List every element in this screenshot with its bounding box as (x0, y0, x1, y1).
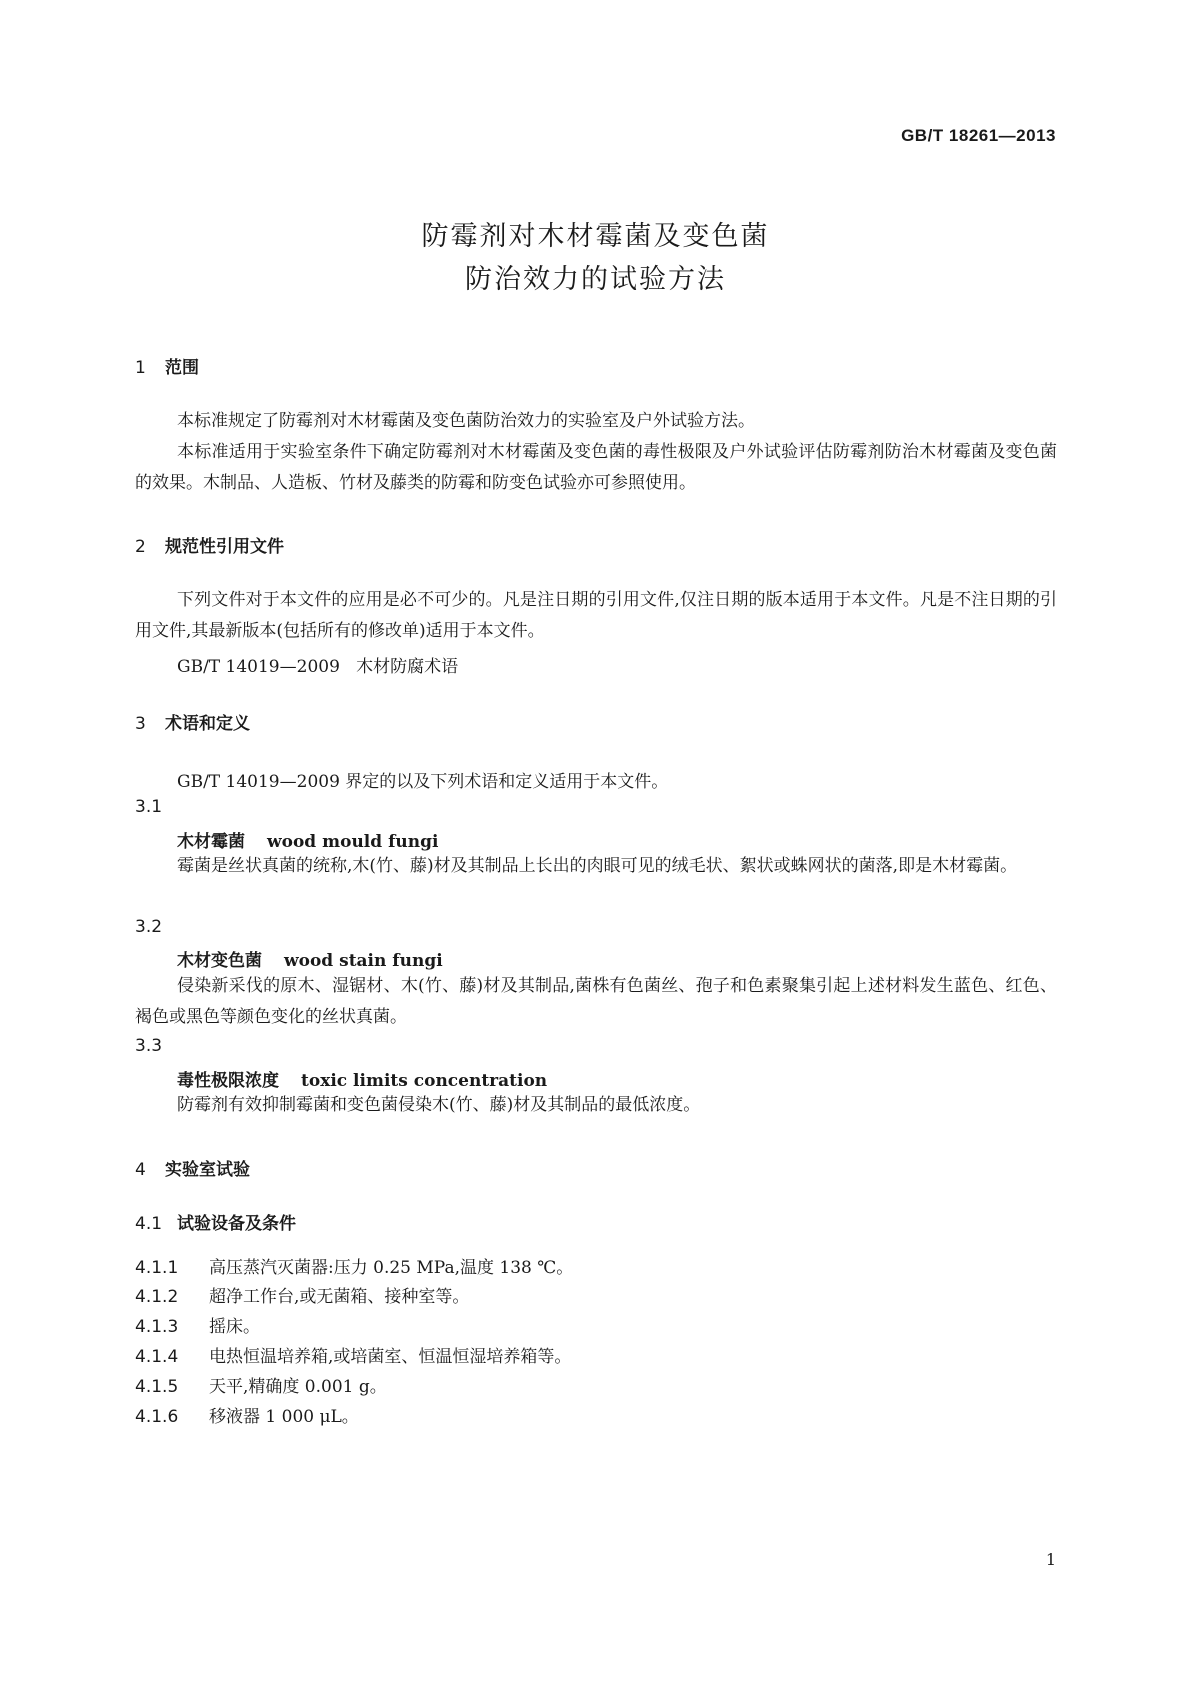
section-title: 术语和定义 (165, 714, 250, 734)
term-name (177, 946, 443, 971)
list-item (135, 1282, 469, 1307)
subsection-title: 试验设备及条件 (177, 1214, 296, 1234)
item-text: 高压蒸汽灭菌器:压力 0.25 MPa,温度 138 ℃。 (209, 1258, 574, 1278)
list-item (135, 1312, 260, 1337)
term-name-zh: 毒性极限浓度 (177, 1071, 279, 1091)
list-item (135, 1402, 359, 1427)
item-number: 4.1.3 (135, 1317, 179, 1337)
page-number: 1 (1045, 1550, 1056, 1569)
item-number: 4.1.1 (135, 1258, 179, 1278)
term-name (177, 827, 438, 852)
term-name-zh: 木材霉菌 (177, 832, 245, 852)
term-definition: 侵染新采伐的原木、湿锯材、木(竹、藤)材及其制品,菌株有色菌丝、孢子和色素聚集引起上述材料发生蓝色、红色、褐色或黑色等颜色变化的丝状真菌。 (135, 976, 1057, 1027)
list-item (135, 1372, 387, 1397)
subsection-4-1-heading (135, 1209, 296, 1234)
term-number: 3.1 (135, 797, 163, 817)
term-name-en: toxic limits concentration (301, 1071, 548, 1091)
document-title-line-1: 防霉剂对木材霉菌及变色菌 (421, 221, 770, 252)
normative-reference: GB/T 14019—2009 木材防腐术语 (177, 657, 459, 677)
term-definition: 防霉剂有效抑制霉菌和变色菌侵染木(竹、藤)材及其制品的最低浓度。 (177, 1095, 701, 1115)
section-title: 实验室试验 (165, 1160, 250, 1180)
standard-number: GB/T 18261—2013 (901, 126, 1056, 145)
section-number: 3 (135, 714, 146, 734)
section-3-intro: GB/T 14019—2009 界定的以及下列术语和定义适用于本文件。 (177, 772, 669, 792)
item-text: 摇床。 (209, 1317, 260, 1337)
item-number: 4.1.6 (135, 1407, 179, 1427)
term-number: 3.2 (135, 917, 163, 937)
item-text: 天平,精确度 0.001 g。 (209, 1377, 387, 1397)
section-1-paragraph-1: 本标准规定了防霉剂对木材霉菌及变色菌防治效力的实验室及户外试验方法。 (177, 411, 755, 431)
section-4-heading (135, 1155, 250, 1180)
section-1-paragraph-2: 本标准适用于实验室条件下确定防霉剂对木材霉菌及变色菌的毒性极限及户外试验评估防霉剂防治木材霉菌及变色菌的效果。木制品、人造板、竹材及藤类的防霉和防变色试验亦可参照使用。 (135, 442, 1057, 493)
term-name-zh: 木材变色菌 (177, 951, 262, 971)
item-text: 移液器 1 000 μL。 (209, 1407, 359, 1427)
item-number: 4.1.2 (135, 1287, 179, 1307)
subsection-number: 4.1 (135, 1214, 163, 1234)
section-number: 2 (135, 537, 146, 557)
term-name (177, 1066, 547, 1091)
section-2-heading (135, 532, 284, 557)
item-number: 4.1.4 (135, 1347, 179, 1367)
section-title: 规范性引用文件 (165, 537, 284, 557)
document-title-line-2: 防治效力的试验方法 (465, 264, 726, 295)
section-number: 4 (135, 1160, 146, 1180)
section-3-heading (135, 709, 250, 734)
term-name-en: wood stain fungi (284, 951, 443, 971)
section-2-paragraph-1: 下列文件对于本文件的应用是必不可少的。凡是注日期的引用文件,仅注日期的版本适用于本文件。凡是不注日期的引用文件,其最新版本(包括所有的修改单)适用于本文件。 (135, 590, 1057, 641)
list-item (135, 1253, 573, 1278)
term-number: 3.3 (135, 1036, 163, 1056)
list-item (135, 1342, 571, 1367)
item-text: 超净工作台,或无菌箱、接种室等。 (209, 1287, 470, 1307)
section-number: 1 (135, 358, 146, 378)
term-name-en: wood mould fungi (267, 832, 439, 852)
item-number: 4.1.5 (135, 1377, 179, 1397)
item-text: 电热恒温培养箱,或培菌室、恒温恒湿培养箱等。 (209, 1347, 572, 1367)
term-definition: 霉菌是丝状真菌的统称,木(竹、藤)材及其制品上长出的肉眼可见的绒毛状、絮状或蛛网状的菌落,即是木材霉菌。 (177, 856, 1018, 876)
section-title: 范围 (165, 358, 199, 378)
section-1-heading (135, 353, 199, 378)
